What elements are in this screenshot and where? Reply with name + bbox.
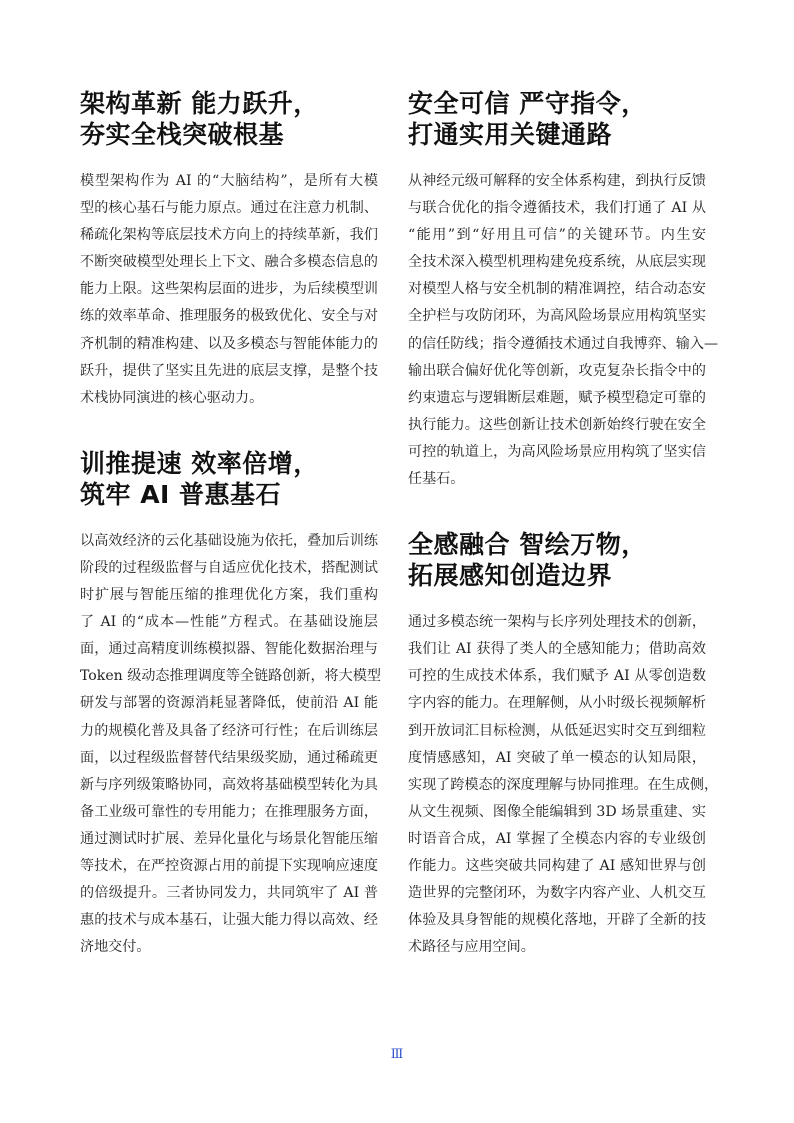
section-body bbox=[80, 528, 381, 962]
heading-line: 打通实用关键通路 bbox=[408, 120, 613, 149]
section-heading bbox=[80, 88, 378, 150]
body-line: “能用”到“好用且可信”的关键环节。内生安 bbox=[408, 227, 706, 244]
body-line: 字内容的能力。在理解侧，从小时级长视频解析 bbox=[408, 695, 706, 712]
body-line: 新与序列级策略协同，高效将基础模型转化为具 bbox=[80, 776, 378, 793]
body-line: 术栈协同演进的核心驱动力。 bbox=[80, 389, 264, 406]
body-line: 型的核心基石与能力原点。通过在注意力机制、 bbox=[80, 200, 378, 217]
body-line: 体验及具身智能的规模化落地，开辟了全新的技 bbox=[408, 912, 706, 929]
body-line: 与联合优化的指令遵循技术，我们打通了 AI 从 bbox=[408, 200, 706, 217]
heading-line: 安全可信 严守指令， bbox=[408, 89, 647, 118]
body-line: 以高效经济的云化基础设施为依托，叠加后训练 bbox=[80, 532, 378, 549]
body-line: 全护栏与攻防闭环，为高风险场景应用构筑坚实 bbox=[408, 308, 706, 325]
section-body bbox=[80, 168, 378, 412]
body-line: Token 级动态推理调度等全链路创新，将大模型 bbox=[80, 668, 381, 685]
body-line: 输出联合偏好优化等创新，攻克复杂长指令中的 bbox=[408, 362, 706, 379]
body-line: 模型架构作为 AI 的“大脑结构”，是所有大模 bbox=[80, 173, 378, 189]
section-heading bbox=[80, 448, 378, 510]
body-line: 了 AI 的“成本—性能”方程式。在基础设施层 bbox=[80, 614, 378, 631]
body-line: 稀疏化架构等底层技术方向上的持续革新，我们 bbox=[80, 227, 378, 244]
heading-line: 拓展感知创造边界 bbox=[408, 561, 613, 591]
body-line: 练的效率革命、推理服务的极致优化、安全与对 bbox=[80, 308, 378, 325]
body-line: 面，以过程级监督替代结果级奖励，通过稀疏更 bbox=[80, 749, 378, 766]
body-line: 面，通过高精度训练模拟器、智能化数据治理与 bbox=[80, 641, 378, 658]
body-line: 的倍级提升。三者协同发力，共同筑牢了 AI 普 bbox=[80, 885, 378, 902]
page-number: Ⅲ bbox=[390, 1047, 404, 1062]
body-line: 力的规模化普及具备了经济可行性；在后训练层 bbox=[80, 722, 378, 739]
body-line: 齐机制的精准构建、以及多模态与智能体能力的 bbox=[80, 335, 378, 352]
body-line: 从神经元级可解释的安全体系构建，到执行反馈 bbox=[408, 173, 706, 189]
body-line: 时语音合成，AI 掌握了全模态内容的专业级创 bbox=[408, 830, 706, 847]
heading-line: 筑牢 AI 普惠基石 bbox=[80, 479, 282, 509]
section-body bbox=[408, 168, 719, 493]
heading-line: 架构革新 能力跃升， bbox=[80, 89, 319, 118]
heading-line: 训推提速 效率倍增， bbox=[80, 448, 319, 478]
heading-line: 夯实全栈突破根基 bbox=[80, 120, 285, 149]
body-line: 跃升，提供了坚实且先进的底层支撑，是整个技 bbox=[80, 362, 378, 379]
body-line: 可控的生成技术体系，我们赋予 AI 从零创造数 bbox=[408, 668, 706, 685]
body-line: 作能力。这些突破共同构建了 AI 感知世界与创 bbox=[408, 857, 706, 874]
body-line: 造世界的完整闭环，为数字内容产业、人机交互 bbox=[408, 885, 706, 902]
body-line: 济地交付。 bbox=[80, 939, 151, 956]
body-line: 到开放词汇目标检测，从低延迟实时交互到细粒 bbox=[408, 722, 706, 739]
body-line: 通过多模态统一架构与长序列处理技术的创新， bbox=[408, 614, 706, 631]
section-training-inference bbox=[80, 448, 381, 962]
body-line: 约束遗忘与逻辑断层难题，赋予模型稳定可靠的 bbox=[408, 389, 706, 406]
left-column bbox=[80, 88, 381, 961]
body-line: 术路径与应用空间。 bbox=[408, 939, 535, 956]
body-line: 对模型人格与安全机制的精准调控，结合动态安 bbox=[408, 281, 706, 298]
body-line: 研发与部署的资源消耗显著降低，使前沿 AI 能 bbox=[80, 695, 378, 712]
heading-line: 全感融合 智绘万物， bbox=[408, 530, 647, 560]
body-line: 任基石。 bbox=[408, 471, 465, 488]
body-line: 度情感感知，AI 突破了单一模态的认知局限， bbox=[408, 749, 706, 766]
body-line: 不断突破模型处理长上下文、融合多模态信息的 bbox=[80, 254, 378, 271]
body-line: 通过测试时扩展、差异化量化与场景化智能压缩 bbox=[80, 830, 378, 847]
body-line: 阶段的过程级监督与自适应优化技术，搭配测试 bbox=[80, 559, 378, 576]
body-line: 等技术，在严控资源占用的前提下实现响应速度 bbox=[80, 857, 378, 874]
section-body bbox=[408, 609, 719, 961]
body-line: 时扩展与智能压缩的推理优化方案，我们重构 bbox=[80, 587, 378, 604]
section-heading bbox=[408, 529, 706, 591]
body-line: 的信任防线；指令遵循技术通过自我博弈、输入— bbox=[408, 335, 719, 352]
section-architecture bbox=[80, 88, 378, 412]
body-line: 能力上限。这些架构层面的进步，为后续模型训 bbox=[80, 281, 378, 298]
body-line: 我们让 AI 获得了类人的全感知能力；借助高效 bbox=[408, 641, 706, 658]
body-line: 惠的技术与成本基石，让强大能力得以高效、经 bbox=[80, 912, 378, 929]
body-line: 备工业级可靠性的专用能力；在推理服务方面， bbox=[80, 803, 378, 820]
body-line: 全技术深入模型机理构建免疫系统，从底层实现 bbox=[408, 254, 706, 271]
section-heading bbox=[408, 88, 706, 150]
body-line: 实现了跨模态的深度理解与协同推理。在生成侧， bbox=[408, 776, 719, 793]
body-line: 从文生视频、图像全能编辑到 3D 场景重建、实 bbox=[408, 803, 706, 820]
right-column bbox=[408, 88, 719, 961]
section-safety bbox=[408, 88, 719, 493]
body-line: 执行能力。这些创新让技术创新始终行驶在安全 bbox=[408, 416, 706, 433]
body-line: 可控的轨道上，为高风险场景应用构筑了坚实信 bbox=[408, 443, 706, 460]
section-multimodal bbox=[408, 529, 719, 961]
